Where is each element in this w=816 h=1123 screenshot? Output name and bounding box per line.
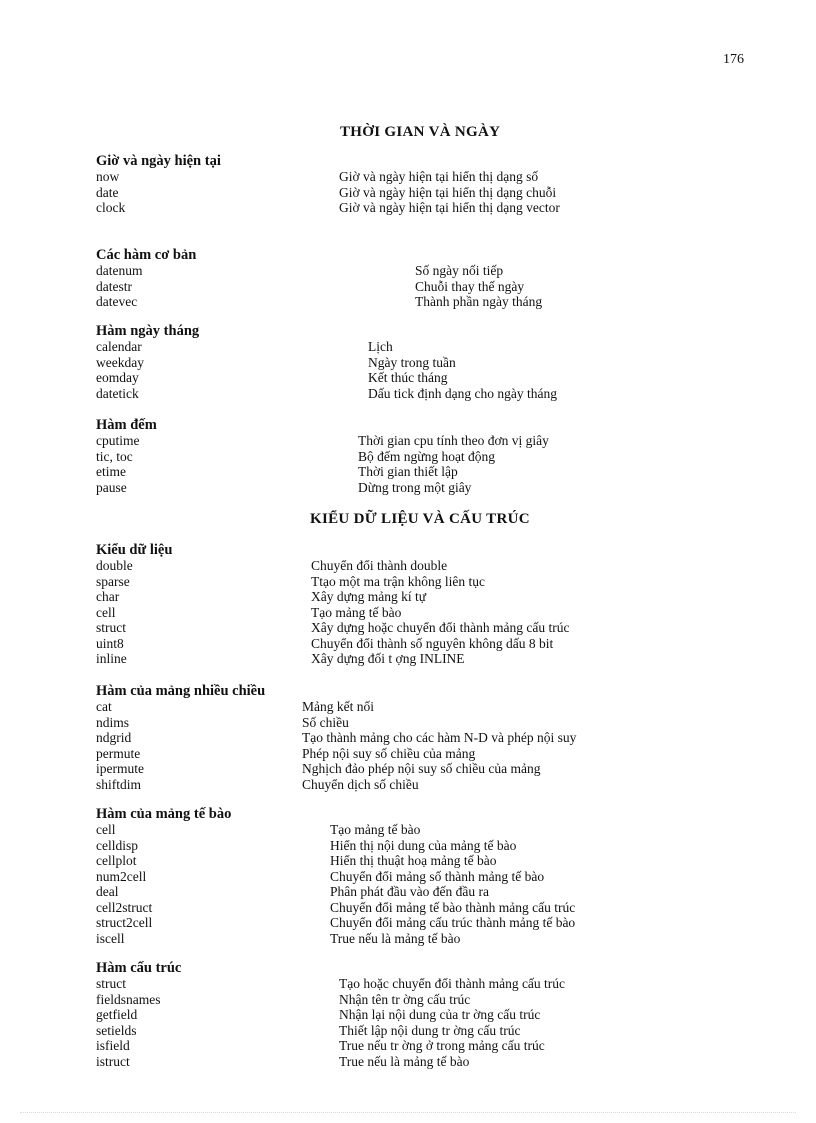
function-description: Xây dựng đối t ợng INLINE	[311, 651, 465, 666]
function-name: eomday	[96, 370, 139, 385]
function-row	[96, 448, 496, 465]
function-name: getfield	[96, 1007, 138, 1022]
function-row	[96, 635, 554, 652]
function-description: Số chiều	[302, 714, 349, 730]
function-name: ndgrid	[96, 730, 132, 745]
section-title-time-date: THỜI GIAN VÀ NGÀY	[340, 124, 501, 140]
function-description: Số ngày nối tiếp	[415, 263, 504, 278]
function-description: True nếu tr ờng ở trong mảng cấu trúc	[339, 1038, 545, 1053]
function-row	[96, 184, 557, 201]
function-row	[96, 853, 497, 869]
page-number: 176	[723, 52, 744, 67]
function-name: num2cell	[96, 868, 147, 884]
function-description: Lịch	[368, 339, 393, 354]
function-row	[96, 714, 349, 731]
function-description: Thiết lập nội dung tr ờng cấu trúc	[339, 1022, 521, 1038]
function-row	[96, 699, 374, 715]
function-description: Giờ và ngày hiện tại hiển thị dạng số	[339, 169, 539, 184]
function-row	[96, 479, 472, 496]
function-row	[96, 200, 560, 216]
function-description: Chuyển đổi mảng cấu trúc thành mảng tế bào	[330, 915, 576, 930]
function-description: Ttạo một ma trận không liên tục	[311, 573, 485, 589]
function-description: Hiển thị thuật hoạ mảng tế bào	[330, 853, 497, 868]
function-row	[96, 370, 448, 386]
section-current-time	[96, 153, 560, 216]
section-heading: Hàm đếm	[96, 417, 157, 433]
function-description: Tạo thành mảng cho các hàm N-D và phép nội suy	[302, 730, 577, 745]
function-row	[96, 976, 566, 992]
function-description: True nếu là mảng tế bào	[339, 1053, 470, 1069]
function-row	[96, 991, 471, 1008]
section-timing-functions	[96, 417, 549, 495]
function-row	[96, 464, 458, 480]
function-description: Tạo mảng tế bào	[330, 822, 421, 837]
function-description: Dừng trong một giây	[358, 479, 472, 495]
function-name: datevec	[96, 294, 138, 309]
section-date-functions	[96, 323, 557, 401]
section-cell-arrays	[96, 806, 576, 946]
section-heading: Hàm cấu trúc	[96, 960, 182, 976]
function-name: struct	[96, 620, 126, 635]
section-heading: Hàm của mảng nhiều chiều	[96, 683, 266, 699]
function-description: Chuyển đổi thành double	[311, 558, 448, 573]
function-row	[96, 620, 570, 636]
function-name: setields	[96, 1022, 137, 1038]
function-name: celldisp	[96, 837, 138, 853]
function-description: Thời gian cpu tính theo đơn vị giây	[358, 433, 549, 448]
section-heading: Giờ và ngày hiện tại	[96, 153, 221, 169]
function-name: fieldsnames	[96, 991, 161, 1007]
function-name: iscell	[96, 930, 125, 946]
function-name: char	[96, 589, 120, 604]
function-description: Xây dựng mảng kí tự	[311, 589, 427, 604]
function-name: deal	[96, 884, 119, 899]
function-row	[96, 837, 517, 854]
function-description: Chuyển đổi mảng tế bào thành mảng cấu trúc	[330, 899, 576, 915]
function-row	[96, 776, 419, 793]
function-row	[96, 868, 545, 885]
function-name: cat	[96, 699, 112, 714]
function-name: cell	[96, 604, 116, 620]
function-row	[96, 899, 576, 916]
function-name: cputime	[96, 433, 140, 448]
function-name: ipermute	[96, 761, 144, 776]
function-row	[96, 1007, 541, 1023]
function-name: date	[96, 184, 119, 200]
function-name: uint8	[96, 635, 124, 651]
function-name: datetick	[96, 385, 139, 401]
function-name: cell2struct	[96, 899, 153, 915]
function-name: istruct	[96, 1053, 130, 1069]
function-name: permute	[96, 745, 141, 761]
function-description: Bộ đếm ngừng hoạt động	[358, 448, 496, 464]
section-basic-functions	[96, 247, 543, 310]
function-name: struct2cell	[96, 915, 153, 930]
function-row	[96, 745, 476, 762]
function-description: Dấu tick định dạng cho ngày tháng	[368, 385, 557, 401]
function-row	[96, 1038, 545, 1054]
function-row	[96, 558, 448, 574]
function-row	[96, 573, 485, 590]
function-row	[96, 730, 577, 746]
function-name: inline	[96, 651, 127, 666]
function-row	[96, 761, 541, 777]
function-name: clock	[96, 200, 126, 215]
function-row	[96, 385, 557, 402]
function-description: Giờ và ngày hiện tại hiển thị dạng vector	[339, 200, 560, 215]
function-name: now	[96, 169, 120, 184]
section-title-data-types: KIỂU DỮ LIỆU VÀ CẤU TRÚC	[310, 511, 530, 527]
function-description: Nghịch đảo phép nội suy số chiều của mảng	[302, 761, 541, 776]
function-row	[96, 169, 539, 185]
function-row	[96, 822, 421, 838]
function-description: Hiển thị nội dung của mảng tế bào	[330, 837, 517, 853]
function-name: ndims	[96, 714, 130, 730]
function-description: Phép nội suy số chiều của mảng	[302, 745, 476, 761]
function-name: datestr	[96, 278, 132, 294]
function-row	[96, 589, 427, 605]
function-description: Kết thúc tháng	[368, 370, 448, 385]
function-row	[96, 339, 393, 355]
section-heading: Hàm của mảng tế bào	[96, 806, 232, 822]
function-name: calendar	[96, 339, 142, 354]
function-description: Mảng kết nối	[302, 699, 374, 714]
function-row	[96, 884, 489, 900]
function-row	[96, 604, 402, 621]
section-data-types	[96, 542, 570, 667]
function-description: Xây dựng hoặc chuyển đổi thành mảng cấu trúc	[311, 620, 570, 635]
function-row	[96, 294, 543, 310]
function-name: double	[96, 558, 133, 573]
function-row	[96, 433, 549, 449]
function-description: Giờ và ngày hiện tại hiển thị dạng chuỗi	[339, 184, 557, 200]
section-heading: Kiểu dữ liệu	[96, 542, 173, 558]
function-row	[96, 915, 576, 931]
function-name: cellplot	[96, 853, 137, 868]
function-row	[96, 930, 461, 947]
function-description: Chuyển dịch số chiều	[302, 776, 419, 792]
function-row	[96, 651, 465, 667]
section-heading: Các hàm cơ bản	[96, 247, 197, 263]
function-row	[96, 263, 504, 279]
function-name: shiftdim	[96, 776, 142, 792]
function-description: Chuỗi thay thế ngày	[415, 278, 525, 294]
function-description: Chuyển đổi thành số nguyên không dấu 8 bit	[311, 635, 554, 651]
function-description: Ngày trong tuần	[368, 354, 456, 370]
function-description: Nhận tên tr ờng cấu trúc	[339, 991, 471, 1007]
function-name: pause	[96, 479, 127, 495]
section-heading: Hàm ngày tháng	[96, 323, 200, 339]
function-description: Nhận lại nội dung của tr ờng cấu trúc	[339, 1007, 541, 1022]
function-description: Thành phần ngày tháng	[415, 294, 543, 309]
function-description: Tạo hoặc chuyển đổi thành mảng cấu trúc	[339, 976, 566, 991]
function-row	[96, 1053, 470, 1070]
function-description: Tạo mảng tế bào	[311, 604, 402, 620]
function-name: etime	[96, 464, 126, 479]
section-nd-arrays	[96, 683, 577, 792]
function-name: datenum	[96, 263, 143, 278]
function-name: weekday	[96, 354, 144, 370]
page-bottom-divider	[20, 1112, 796, 1113]
function-name: cell	[96, 822, 116, 837]
function-name: tic, toc	[96, 448, 133, 464]
function-description: Phân phát đầu vào đến đầu ra	[330, 884, 489, 899]
function-name: struct	[96, 976, 126, 991]
function-description: Chuyển đổi mảng số thành mảng tế bào	[330, 868, 545, 884]
section-structures	[96, 960, 566, 1069]
function-row	[96, 278, 525, 295]
function-row	[96, 1022, 521, 1039]
function-name: isfield	[96, 1038, 130, 1053]
function-name: sparse	[96, 573, 130, 589]
function-row	[96, 354, 456, 371]
function-description: True nếu là mảng tế bào	[330, 930, 461, 946]
function-description: Thời gian thiết lập	[358, 464, 458, 479]
